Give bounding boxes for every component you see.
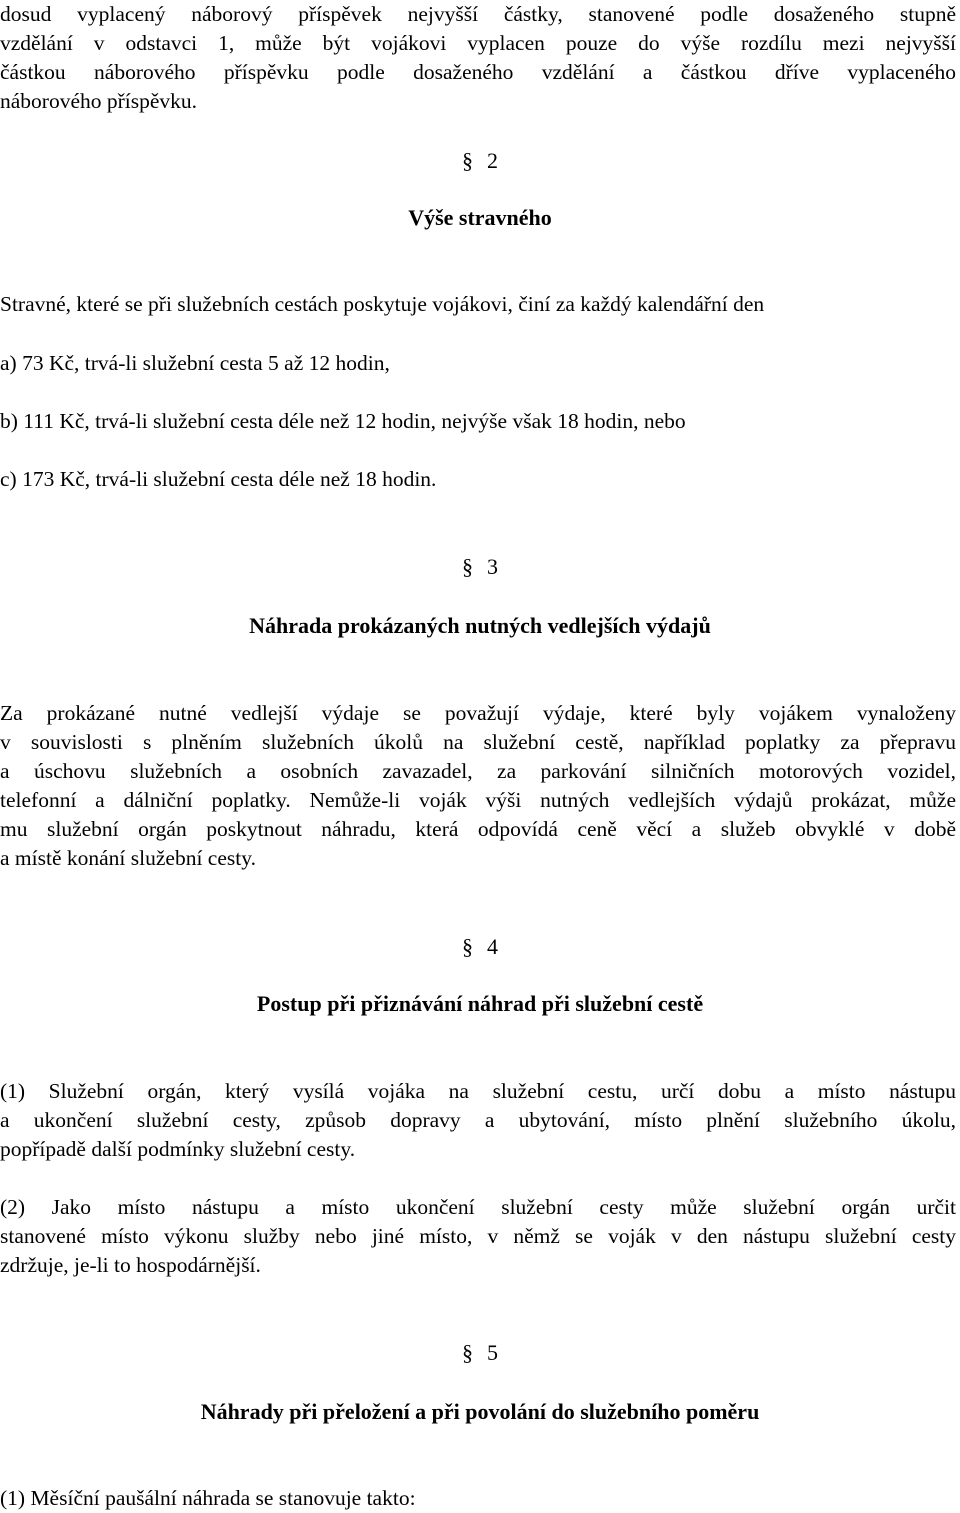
section-2-title: Výše stravného [408,205,552,230]
section-3-line: v souvislosti s plněním služebních úkolů na služební cestě, například poplatky za přepravu [0,730,956,754]
intro-line: náborového příspěvku. [0,89,198,113]
section-4-paragraph-1 [0,1077,956,1164]
section-3-line: a místě konání služební cesty. [0,846,256,870]
section-2-item-a: a) 73 Kč, trvá-li služební cesta 5 až 12 hodin, [0,351,390,375]
section-3-line: a úschovu služebních a osobních zavazadel, za parkování silničních motorových vozidel, [0,759,956,783]
section-4-p2-line: stanovené místo výkonu služby nebo jiné místo, v němž se voják v den nástupu služební cesty [0,1224,956,1248]
section-3-line: Za prokázané nutné vedlejší výdaje se považují výdaje, které byly vojákem vynaloženy [0,701,956,725]
section-4-p2-line: (2) Jako místo nástupu a místo ukončení služební cesty může služební orgán určit [0,1195,956,1219]
section-2-item-b: b) 111 Kč, trvá-li služební cesta déle než 12 hodin, nejvýše však 18 hodin, nebo [0,409,686,433]
section-4-p1-line: (1) Služební orgán, který vysílá vojáka na služební cestu, určí dobu a místo nástupu [0,1079,956,1103]
section-5-title: Náhrady při přeložení a při povolání do služebního poměru [200,1399,760,1424]
section-4-number: § 4 [462,934,498,959]
section-2-number: § 2 [462,148,498,173]
section-5-line: (1) Měsíční paušální náhrada se stanovuje takto: [0,1486,416,1510]
section-2-text: Stravné, které se při služebních cestách poskytuje vojákovi, činí za každý kalendářní den [0,292,765,316]
intro-line: částkou náborového příspěvku podle dosaženého vzdělání a částkou dříve vyplaceného [0,60,956,84]
section-4-p1-line: a ukončení služební cesty, způsob dopravy a ubytování, místo plnění služebního úkolu, [0,1108,956,1132]
section-3-paragraph [0,699,956,873]
section-5-number: § 5 [462,1340,498,1365]
section-4-p1-line: popřípadě další podmínky služební cesty. [0,1137,356,1161]
section-4-paragraph-2 [0,1193,956,1280]
intro-paragraph [0,0,956,116]
section-3-number: § 3 [462,554,498,579]
section-4-p2-line: zdržuje, je-li to hospodárnější. [0,1253,261,1277]
intro-line: vzdělání v odstavci 1, může být vojákovi vyplacen pouze do výše rozdílu mezi nejvyšší [0,31,956,55]
intro-line: dosud vyplacený náborový příspěvek nejvyšší částky, stanovené podle dosaženého stupně [0,2,956,26]
section-3-line: mu služební orgán poskytnout náhradu, která odpovídá ceně věcí a služeb obvyklé v době [0,817,956,841]
section-3-line: telefonní a dálniční poplatky. Nemůže-li voják výši nutných vedlejších výdajů prokázat, může [0,788,956,812]
section-3-title: Náhrada prokázaných nutných vedlejších výdajů [249,613,711,638]
section-2-item-c: c) 173 Kč, trvá-li služební cesta déle než 18 hodin. [0,467,437,491]
section-4-title: Postup při přiznávání náhrad při služební cestě [256,991,704,1016]
